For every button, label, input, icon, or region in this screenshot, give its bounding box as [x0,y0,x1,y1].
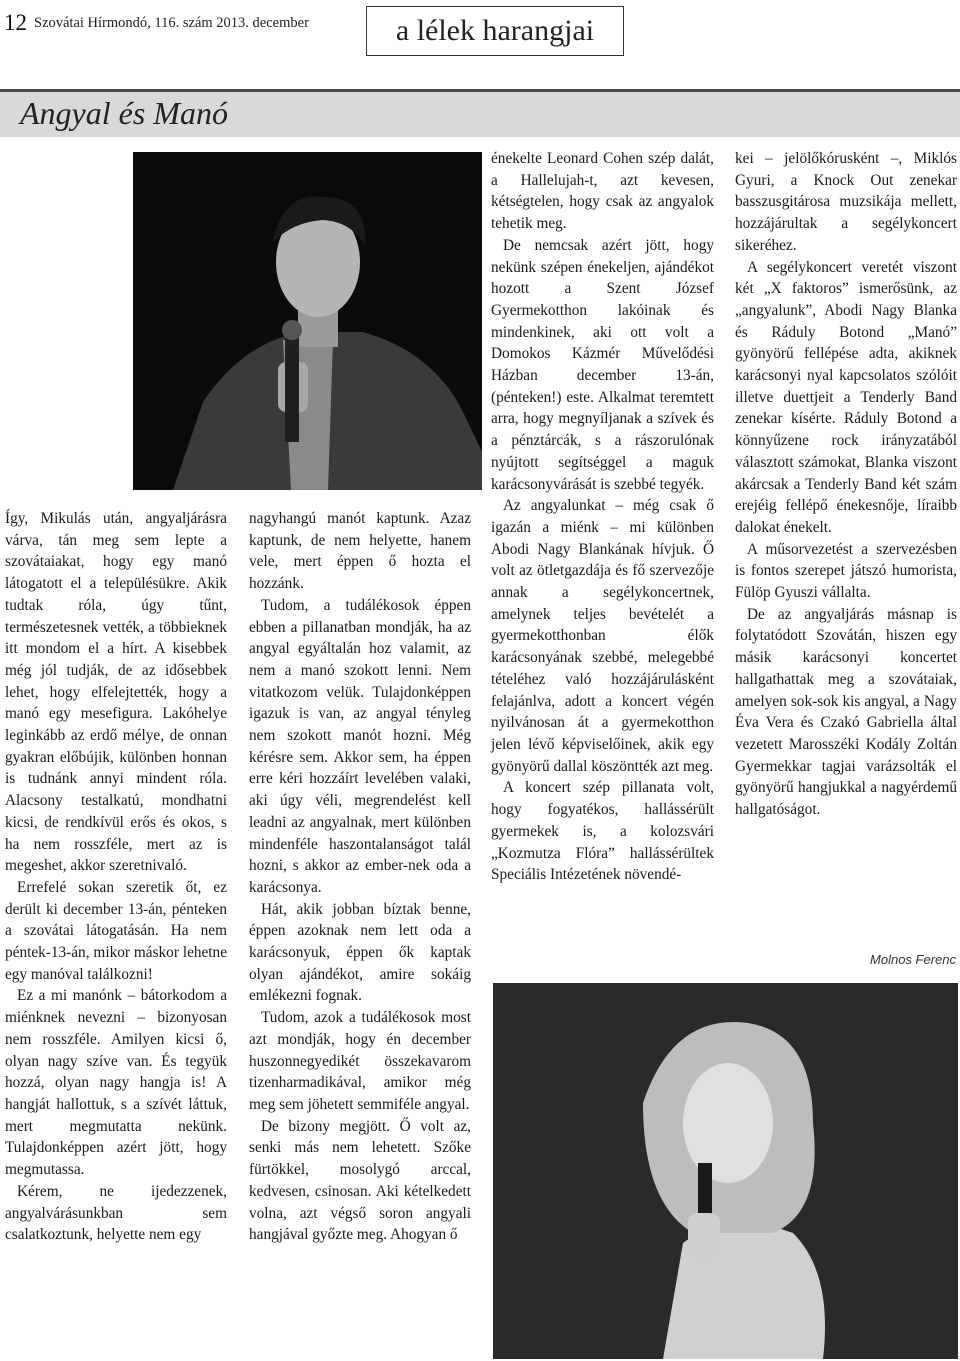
col4-para-1: kei – jelölőkórusként –, Miklós Gyuri, a Knock Out zenekar basszusgitárosa muzsikája mellett, hozzájárultak a segélykoncert sikeréhez. [735,150,957,254]
col2-para-3: Hát, akik jobban bíztak benne, éppen azoknak nem lett oda a karácsonyuk, éppen ők kaptak olyan ajándékot, amire sokáig emlékezni fognak. [249,900,471,1005]
publication-header: Szovátai Hírmondó, 116. szám 2013. december [34,15,309,31]
col3-para-4: A koncert szép pillanata volt, hogy fogyatékos, hallássérült gyermekek is, a kolozsvári „Kozmutza Flóra” hallássérültek Speciális Intézetének növendé- [491,779,714,884]
col2-para-4: Tudom, azok a tudálékosok most azt mondják, hogy én december huszonnegyedikét összekavarom tizenharmadikával, amikor még meg sem jöhetett semmiféle angyal. [249,1009,471,1113]
col1-para-3: Ez a mi manónk – bátorkodom a miénknek nevezni – bizonyosan nem rosszféle. Amilyen kicsi ő, olyan nagy szíve van. És tegyük hozzá, olyan nagy hangja is! A hangját hallottuk, s a szívét láttuk, mert megmutatta nekünk. Tulajdonképpen azért jött, hogy megmutassa. [5,987,227,1179]
singer-photo-male [133,152,482,490]
author-signature: Molnos Ferenc [870,952,956,967]
col1-para-2: Errefelé sokan szeretik őt, ez derült ki december 13-án, pénteken a szovátai látogatásán. Ha nem péntek-13-án, mikor máskor lehetne egy manóval találkozni! [5,878,227,983]
col3-para-3: Az angyalunkat – még csak ő igazán a miénk – mi különben Abodi Nagy Blankának hívjuk. Ő volt az ötletgazdája és fő szervezője annak a segélykoncertnek, amelynek teljes bevételét a gyermekotthonban élők karácsonyának szebbé, melegebbé tételéhez való hozzájárulásként felajánlva, adott a koncert végén nyilvánosan át a gyermekotthon jelen lévő képviselőinek, akik egy gyönyörű dallal köszöntték azt meg. [491,497,714,775]
col1-para-4: Kérem, ne ijedezzenek, angyalvárásunkban sem csalatkoztunk, helyette nem egy [5,1182,227,1244]
col4-para-2: A segélykoncert veretét viszont két „X faktoros” ismerősünk, az „angyalunk”, Abodi Nagy Blanka és Ráduly Botond „Manó” gyönyörű fellépése adta, akiknek karácsonyi nyal kapcsolatos szólóit illetve duettjeit a Tenderly Band zenekar kísérte. Ráduly Botond a könnyűzene rock irányzatából választott számokat, Blanka viszont akárcsak a Tenderly Band két szám erejéig fellépő énekesnője, líraibb dalokat énekelt. [735,258,957,536]
col1-para-1: Így, Mikulás után, angyaljárásra várva, tán meg sem lepte a szovátaiakat, hogy egy manó látogatott el a településükre. Akik tudtak róla, úgy tűnt, természetesnek vették, a többieknek itt mondom el a hírt. A kisebbek még jól tudják, de az idősebbek lehet, hogy elfelejtették, hogy a manó egy mesefigura. Lakóhelye leginkább az erdő mélye, de onnan gyakran előbújik, különben honnan is tudnánk annyi mindent róla. Alacsony testalkatú, mondhatni kicsi, de rendkívül erős és okos, s ha nem rosszféle, mert az is megeshet, akkor szeretnivaló. [5,510,227,875]
section-title: a lélek harangjai [366,6,624,56]
article-column-3 [491,148,714,886]
col4-para-4: De az angyaljárás másnap is folytatódott Szovátán, hiszen egy másik karácsonyi koncertet hallgathattak meg a szovátaiak, amelyen sok-sok kis angyal, a Nagy Éva Vera és Czakó Gabriella által vezetett Marosszéki Kodály Zoltán Gyermekkar tagjai varázsolták el gyönyörű hangjukkal a nagyérdemű hallgatóságot. [735,605,957,819]
title-band [0,89,960,137]
col2-para-5: De bizony megjött. Ő volt az, senki más nem lehetett. Szőke fürtökkel, mosolygó arccal, kedvesen, csinosan. Aki kételkedett volna, azt végső soron angyali hangjával győzte meg. Ahogyan ő [249,1117,471,1244]
col3-para-2: De nemcsak azért jött, hogy nekünk szépen énekeljen, ajándékot hozott a Szent József Gyermekotthon lakóinak és mindenkinek, aki ott volt a Domokos Kázmér Művelődési Házban december 13-án, (pénteken!) este. Alkalmat teremtett arra, hogy megnyíljanak a szívek és a pénztárcák, s a rászorulónak nyújtott segítséggel a maguk karácsonyvárását is szebbé tegyék. [491,236,714,493]
article-column-1 [5,508,227,1246]
page-number: 12 [4,10,27,35]
col4-para-3: A műsorvezetést a szervezésben is fontos szerepet játszó humorista, Fülöp Gyuszi vállalta. [735,540,957,602]
col3-para-1: énekelte Leonard Cohen szép dalát, a Hallelujah-t, azt kevesen, kétségtelen, hogy csak az angyalok tehetik meg. [491,150,714,233]
col2-para-1: nagyhangú manót kaptunk. Azaz kaptunk, de nem helyette, hanem vele, mert éppen ő hozta el hozzánk. [249,510,471,593]
male-singer-illustration [133,152,482,490]
article-column-2 [249,508,471,1246]
singer-photo-female [493,983,958,1359]
article-column-4 [735,148,957,821]
article-title: Angyal és Manó [20,95,228,131]
female-singer-illustration [493,983,958,1359]
col2-para-2: Tudom, a tudálékosok éppen ebben a pillanatban mondják, ha az angyal egyáltalán hoz valamit, az nem a manó szokott lenni. Nem vitatkozom velük. Tulajdonképpen igazuk is van, az angyal tényleg nem szokott manót hozni. Még kérésre sem. Akkor sem, ha éppen erre kéri hozzáírt levelében valaki, aki úgy véli, megrendelést kell leadni az angyalnak, mert különben mindenféle haszontalanságot talál hozni, s akkor az ember-nek oda a karácsonya. [249,596,471,896]
